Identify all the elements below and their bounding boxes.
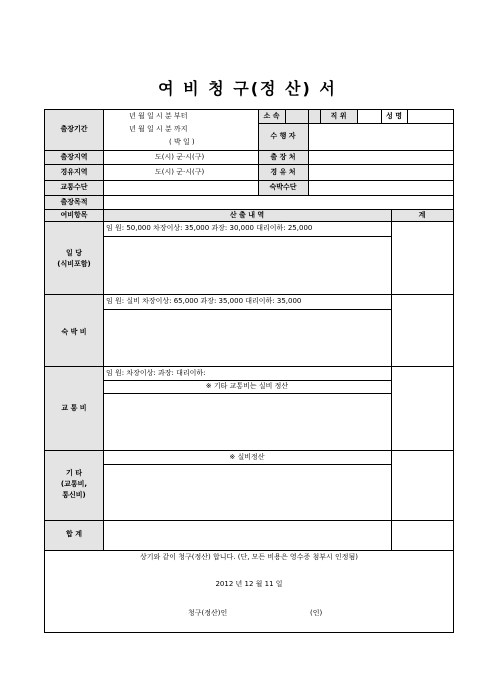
label-companion: 수 행 자 bbox=[270, 132, 296, 140]
label-etc-sub2: 통신비) bbox=[62, 491, 86, 499]
label-daily: 일 당 bbox=[66, 249, 82, 257]
grid-line bbox=[308, 110, 309, 196]
period-start: 년 월 일 시 분 부터 bbox=[129, 112, 188, 120]
label-traffic: 교 통 비 bbox=[61, 404, 87, 412]
travel-expense-form bbox=[44, 109, 454, 633]
label-position: 직 위 bbox=[330, 112, 347, 120]
grid-line bbox=[357, 110, 358, 123]
grid-line bbox=[285, 110, 286, 123]
grid-line bbox=[103, 464, 391, 465]
period-nights: ( 박 일 ) bbox=[169, 138, 195, 146]
grid-line bbox=[45, 164, 453, 165]
label-area: 출장지역 bbox=[60, 153, 88, 161]
label-etc-sub1: (교통비, bbox=[60, 480, 88, 488]
period-end: 년 월 일 시 분 까지 bbox=[129, 125, 188, 133]
daily-rates: 임 원: 50,000 차장이상: 35,000 과장: 30,000 대리이하: 25,000 bbox=[106, 224, 313, 232]
label-period: 출장기간 bbox=[60, 125, 88, 133]
label-purpose: 출장목적 bbox=[60, 198, 88, 206]
label-total: 합 계 bbox=[66, 530, 82, 538]
footer-date: 2012 년 12 월 11 일 bbox=[215, 580, 283, 588]
traffic-note: ※ 기타 교통비는 실비 정산 bbox=[205, 382, 289, 390]
footer-claimant: 청구(정산)인 bbox=[188, 609, 228, 617]
grid-line bbox=[391, 209, 392, 550]
header-detail: 산 출 내 역 bbox=[229, 211, 265, 219]
grid-line bbox=[258, 123, 453, 124]
lodging-rates: 임 원: 실비 차장이상: 65,000 과장: 35,000 대리이하: 35,000 bbox=[106, 297, 302, 305]
label-daily-sub: (식비포함) bbox=[57, 260, 91, 268]
label-via: 경 유 처 bbox=[270, 168, 296, 176]
via-area-value: 도(시) 군·시(구) bbox=[155, 168, 205, 176]
grid-line bbox=[45, 550, 453, 551]
etc-note: ※ 실비정산 bbox=[229, 453, 265, 461]
area-value: 도(시) 군·시(구) bbox=[155, 153, 205, 161]
label-lodging-means: 숙박수단 bbox=[269, 183, 297, 191]
document-title: 여 비 청 구(정 산) 서 bbox=[158, 79, 337, 98]
grid-line bbox=[103, 309, 391, 310]
header-sum: 계 bbox=[418, 211, 426, 219]
grid-line bbox=[103, 393, 391, 394]
traffic-rates: 임 원: 차장이상: 과장: 대리이하: bbox=[106, 369, 206, 377]
label-name: 성 명 bbox=[386, 112, 402, 120]
label-lodging: 숙 박 비 bbox=[61, 328, 87, 336]
grid-line bbox=[103, 236, 391, 237]
footer-statement: 상기와 같이 청구(정산) 합니다. (단, 모든 비용은 영수증 첨부시 인정됨) bbox=[140, 553, 358, 561]
footer-seal: (인) bbox=[310, 609, 323, 617]
grid-line bbox=[407, 110, 408, 123]
label-item: 여비항목 bbox=[60, 211, 88, 219]
grid-line bbox=[45, 180, 453, 181]
grid-line bbox=[103, 110, 104, 550]
label-via-area: 경유지역 bbox=[60, 168, 88, 176]
label-etc: 기 타 bbox=[66, 469, 82, 477]
grid-line bbox=[103, 380, 391, 381]
grid-line bbox=[45, 195, 453, 196]
grid-line bbox=[45, 150, 453, 151]
label-affiliation: 소 속 bbox=[263, 112, 280, 120]
label-dest: 출 장 처 bbox=[270, 153, 296, 161]
label-transport: 교통수단 bbox=[60, 183, 88, 191]
